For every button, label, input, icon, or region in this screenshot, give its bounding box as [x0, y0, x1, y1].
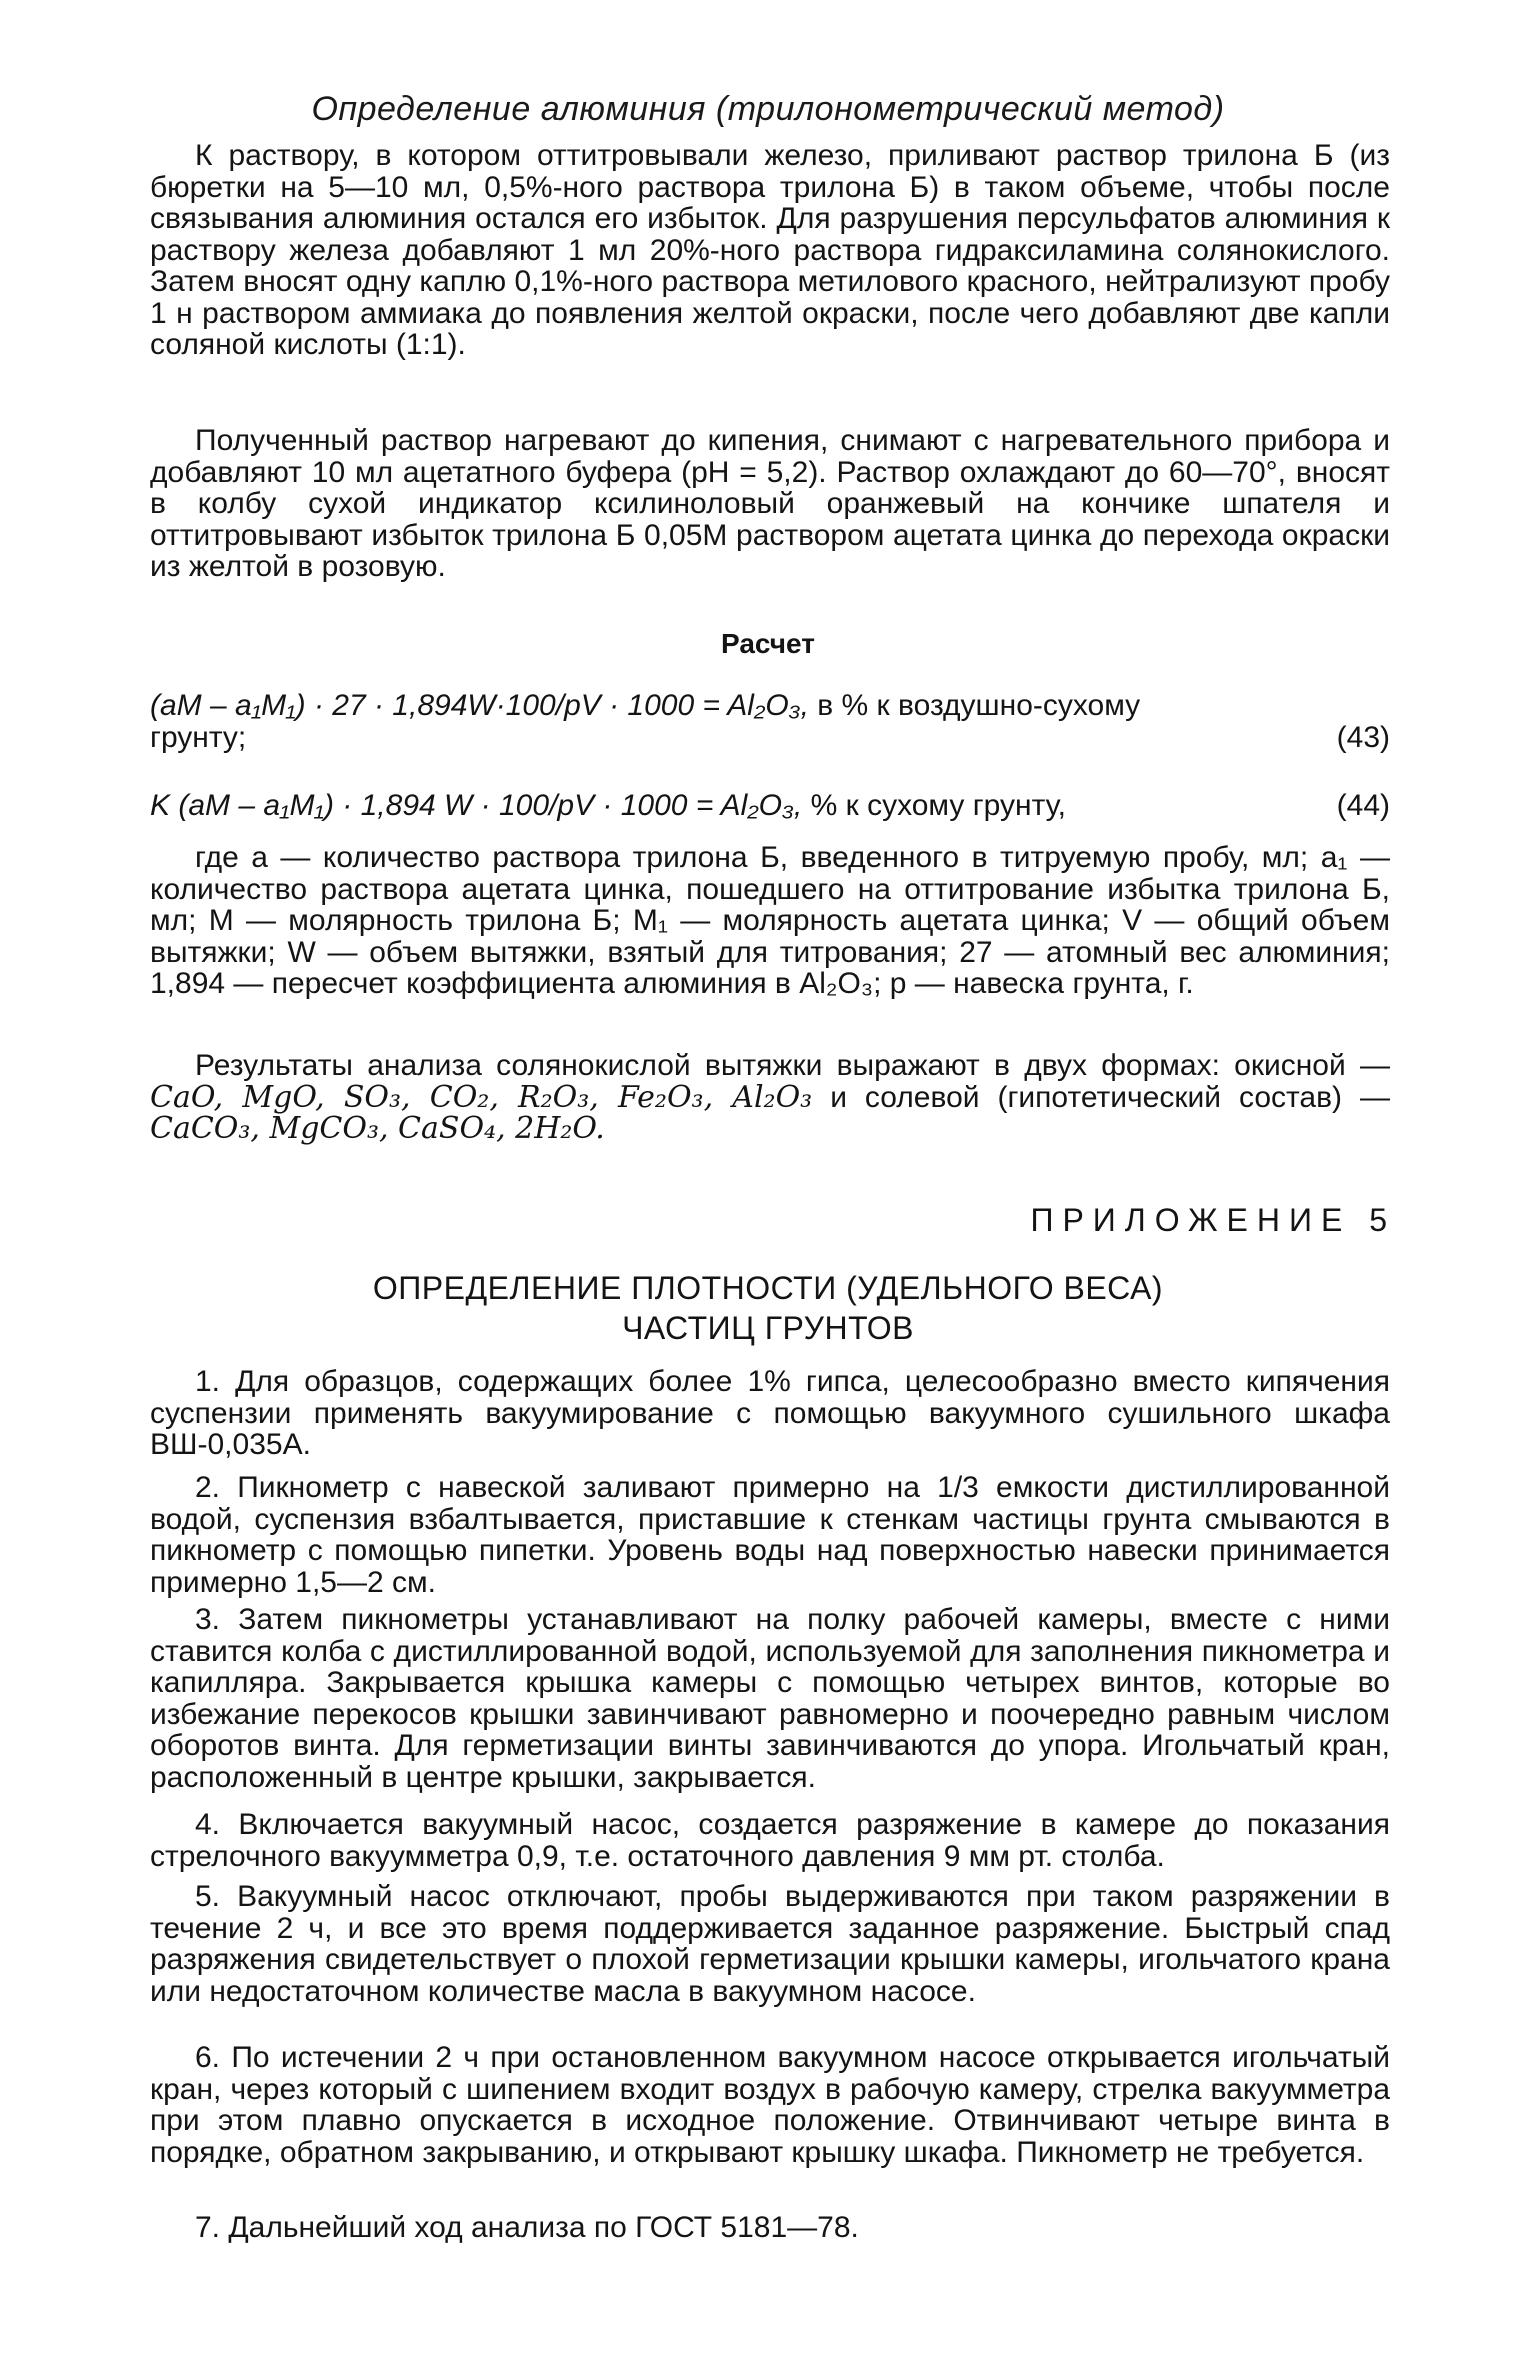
appendix-title-line1: ОПРЕДЕЛЕНИЕ ПЛОТНОСТИ (УДЕЛЬНОГО ВЕСА) — [372, 1270, 1164, 1306]
results-intro: Результаты анализа солянокислой вытяжки выражают в двух формах: окисной — — [195, 1049, 1390, 1082]
paragraph-heating-titration: Полученный раствор нагревают до кипения, снимают с нагревательного прибора и добавляют 10 мл ацетатного буфера (рН = 5,2). Раствор охлаждают до 60—70°, вносят в колбу сухой индикатор ксилиноловый оранжевый на кончике шпателя и оттитровывают избыток трилона Б 0,05М раствором ацетата цинка до перехода окраски из желтой в розовую. — [150, 424, 1390, 583]
results-salt-intro: и солевой (гипотетический состав) — — [830, 1080, 1390, 1114]
paragraph-results-forms — [150, 1050, 1390, 1145]
formula-43-tail: в % к воздушно-сухому — [817, 689, 1141, 722]
formula-44-expr: K (aM – a₁M₁) · 1,894 W · 100/pV · 1000 = Al₂O₃, — [150, 789, 803, 822]
appendix-item-5: 5. Вакуумный насос отключают, пробы выдерживаются при таком разряжении в течение 2 ч, и все это время поддерживается заданное разряжение. Быстрый спад разряжения свидетельствует о плохой герметизации крышки камеры, игольчатого крана или недостаточном количестве масла в вакуумном насосе. — [150, 1880, 1390, 2008]
appendix-item-7: 7. Дальнейший ход анализа по ГОСТ 5181—78. — [195, 2211, 859, 2244]
results-oxides: CaO, MgO, SO₃, CO₂, R₂O₃, Fe₂O₃, Al₂O₃ — [150, 1079, 813, 1115]
appendix-item-6: 6. По истечении 2 ч при остановленном вакуумном насосе открывается игольчатый кран, через который с шипением входит воздух в рабочую камеру, стрелка вакуумметра при этом плавно опускается в исходное положение. Отвинчивают четыре винта в порядке, обратном закрыванию, и открывают крышку шкафа. Пикнометр не требуется. — [150, 2041, 1390, 2169]
appendix-item-3: 3. Затем пикнометры устанавливают на полку рабочей камеры, вместе с ними ставится колба с дистиллированной водой, используемой для заполнения пикнометра и капилляра. Закрывается крышка камеры с помощью четырех винтов, которые во избежание перекосов крышки завинчивают равномерно и поочередно равным числом оборотов винта. Для герметизации винты завинчиваются до упора. Игольчатый кран, расположенный в центре крышки, закрывается. — [150, 1603, 1390, 1794]
appendix-title-line2: ЧАСТИЦ ГРУНТОВ — [622, 1310, 914, 1346]
appendix-label: ПРИЛОЖЕНИЕ 5 — [1030, 1202, 1396, 1238]
appendix-title — [0, 1268, 1536, 1348]
paragraph-variable-definitions: где а — количество раствора трилона Б, введенного в титруемую пробу, мл; а₁ — количество раствора ацетата цинка, пошедшего на оттитрование избытка трилона Б, мл; М — молярность трилона Б; М₁ — молярность ацетата цинка; V — общий объем вытяжки; W — объем вытяжки, взятый для титрования; 27 — атомный вес алюминия; 1,894 — пересчет коэффициента алюминия в Al₂O₃; р — навеска грунта, г. — [150, 841, 1390, 1000]
results-salts: CaCO₃, MgCO₃, CaSO₄, 2H₂O. — [150, 1111, 605, 1146]
formula-43 — [150, 690, 1390, 754]
formula-44 — [150, 790, 1390, 822]
formula-43-expr: (aM – a₁M₁) · 27 · 1,894W·100/pV · 1000 = Al₂O₃, — [150, 689, 809, 722]
section-title: Определение алюминия (трилонометрический метод) — [311, 90, 1225, 128]
paragraph-aluminum-procedure: К раствору, в котором оттитровывали железо, приливают раствор трилона Б (из бюретки на 5—10 мл, 0,5%-ного раствора трилона Б) в таком объеме, чтобы после связывания алюминия остался его избыток. Для разрушения персульфатов алюминия к раствору железа добавляют 1 мл 20%-ного раствора гидраксиламина солянокислого. Затем вносят одну каплю 0,1%-ного раствора метилового красного, нейтрализуют пробу 1 н раствором аммиака до появления желтой окраски, после чего добавляют две капли соляной кислоты (1:1). — [150, 139, 1390, 361]
appendix-item-2: 2. Пикнометр с навеской заливают примерно на 1/3 емкости дистиллированной водой, суспензия взбалтывается, приставшие к стенкам частицы грунта смываются в пикнометр с помощью пипетки. Уровень воды над поверхностью навески принимается примерно 1,5—2 см. — [150, 1471, 1390, 1599]
formula-43-number: (43) — [1336, 721, 1390, 754]
calc-heading: Расчет — [721, 628, 815, 659]
appendix-item-1: 1. Для образцов, содержащих более 1% гипса, целесообразно вместо кипячения суспензии применять вакуумирование с помощью вакуумного сушильного шкафа ВШ-0,035А. — [150, 1365, 1390, 1461]
formula-44-tail: % к сухому грунту, — [810, 789, 1066, 822]
appendix-item-4: 4. Включается вакуумный насос, создается разряжение в камере до показания стрелочного вакуумметра 0,9, т.е. остаточного давления 9 мм рт. столба. — [150, 1808, 1390, 1873]
formula-43-cont: грунту; — [150, 721, 247, 754]
formula-44-number: (44) — [1336, 789, 1390, 822]
